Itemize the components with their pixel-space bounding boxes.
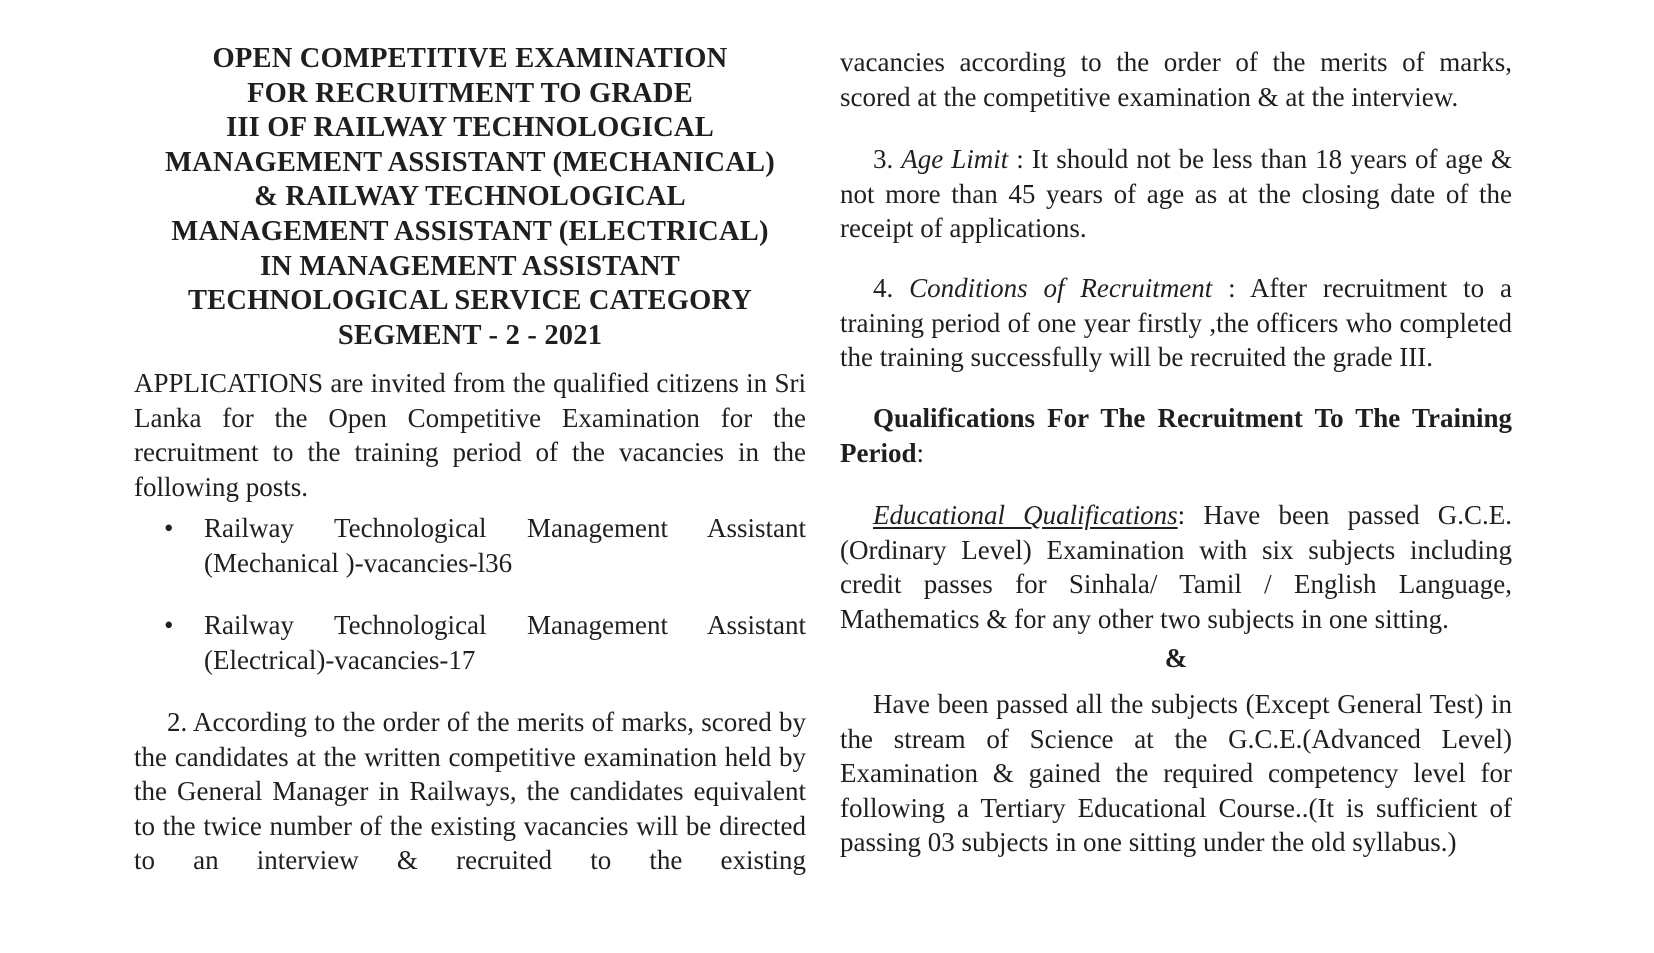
qualifications-colon: : [916, 437, 924, 468]
age-limit-heading: Age Limit [901, 144, 1009, 174]
conditions-paragraph [840, 271, 1512, 375]
title-line: IN MANAGEMENT ASSISTANT [259, 250, 681, 282]
ampersand-divider: & [1164, 643, 1188, 673]
post-title: Railway Technological Management Assistant [204, 513, 806, 543]
conditions-text: After recruitment to a training period of one year firstly ,the officers who completed the training successfully will be recruited the grade III. [840, 273, 1512, 372]
separator: : [1212, 273, 1251, 303]
title-line: MANAGEMENT ASSISTANT (ELECTRICAL) [171, 215, 769, 247]
title-line: III OF RAILWAY TECHNOLOGICAL [226, 112, 714, 144]
title-line: & RAILWAY TECHNOLOGICAL [254, 181, 686, 213]
title-line: MANAGEMENT ASSISTANT (MECHANICAL) [165, 146, 775, 178]
intro-paragraph: APPLICATIONS are invited from the qualified citizens in Sri Lanka for the Open Competitive Examination for the recruitment to the training period of the vacancies in the following posts. [134, 368, 806, 502]
age-limit-text: It should not be less than 18 years of age & not more than 45 years of age as at the closing date of the receipt of applications. [840, 144, 1512, 243]
title-line: FOR RECRUITMENT TO GRADE [247, 77, 693, 109]
section-number: 4. [873, 273, 894, 303]
educational-qualifications-paragraph [840, 498, 1512, 636]
title-line: TECHNOLOGICAL SERVICE CATEGORY [187, 285, 753, 317]
posts-list [134, 608, 806, 677]
title-line: SEGMENT - 2 - 2021 [337, 319, 603, 351]
conditions-heading: Conditions of Recruitment [909, 273, 1213, 303]
post-vacancies: (Mechanical )-vacancies-l36 [204, 547, 513, 578]
bullet-icon: • [164, 610, 174, 640]
section-number: 3. [873, 144, 894, 174]
educational-heading: Educational Qualifications [873, 500, 1178, 530]
list-item [134, 511, 806, 580]
section-2-continued: vacancies according to the order of the merits of marks, scored at the competitive examination & at the interview. [840, 47, 1512, 112]
notice-title [134, 42, 806, 353]
list-item [134, 608, 806, 677]
age-limit-paragraph [840, 142, 1512, 246]
separator: : [1008, 144, 1032, 174]
title-line: OPEN COMPETITIVE EXAMINATION [212, 43, 728, 74]
qualifications-heading: Qualifications For The Recruitment To The Training Period [840, 403, 1512, 468]
qualifications-heading-paragraph [840, 401, 1512, 470]
posts-list [134, 511, 806, 580]
post-title: Railway Technological Management Assistant [204, 610, 806, 640]
bullet-icon: • [164, 513, 174, 543]
advanced-level-paragraph: Have been passed all the subjects (Except General Test) in the stream of Science at the G.C.E.(Advanced Level) Examination & gained the required competency level for following a Tertiary Educational Course..(It is sufficient of passing 03 subjects in one sitting under the old syllabus.) [840, 689, 1512, 857]
section-2-paragraph: 2. According to the order of the merits of marks, scored by the candidates at the written competitive examination held by the General Manager in Railways, the candidates equivalent to the twice number of the existing vacancies will be directed to an interview & recruited to the existing [134, 707, 806, 875]
post-vacancies: (Electrical)-vacancies-17 [204, 644, 476, 675]
educational-text: : Have been passed G.C.E. (Ordinary Level) Examination with six subjects including credit passes for Sinhala/ Tamil / English Language, Mathematics & for any other two subjects in one sitting. [840, 500, 1512, 634]
